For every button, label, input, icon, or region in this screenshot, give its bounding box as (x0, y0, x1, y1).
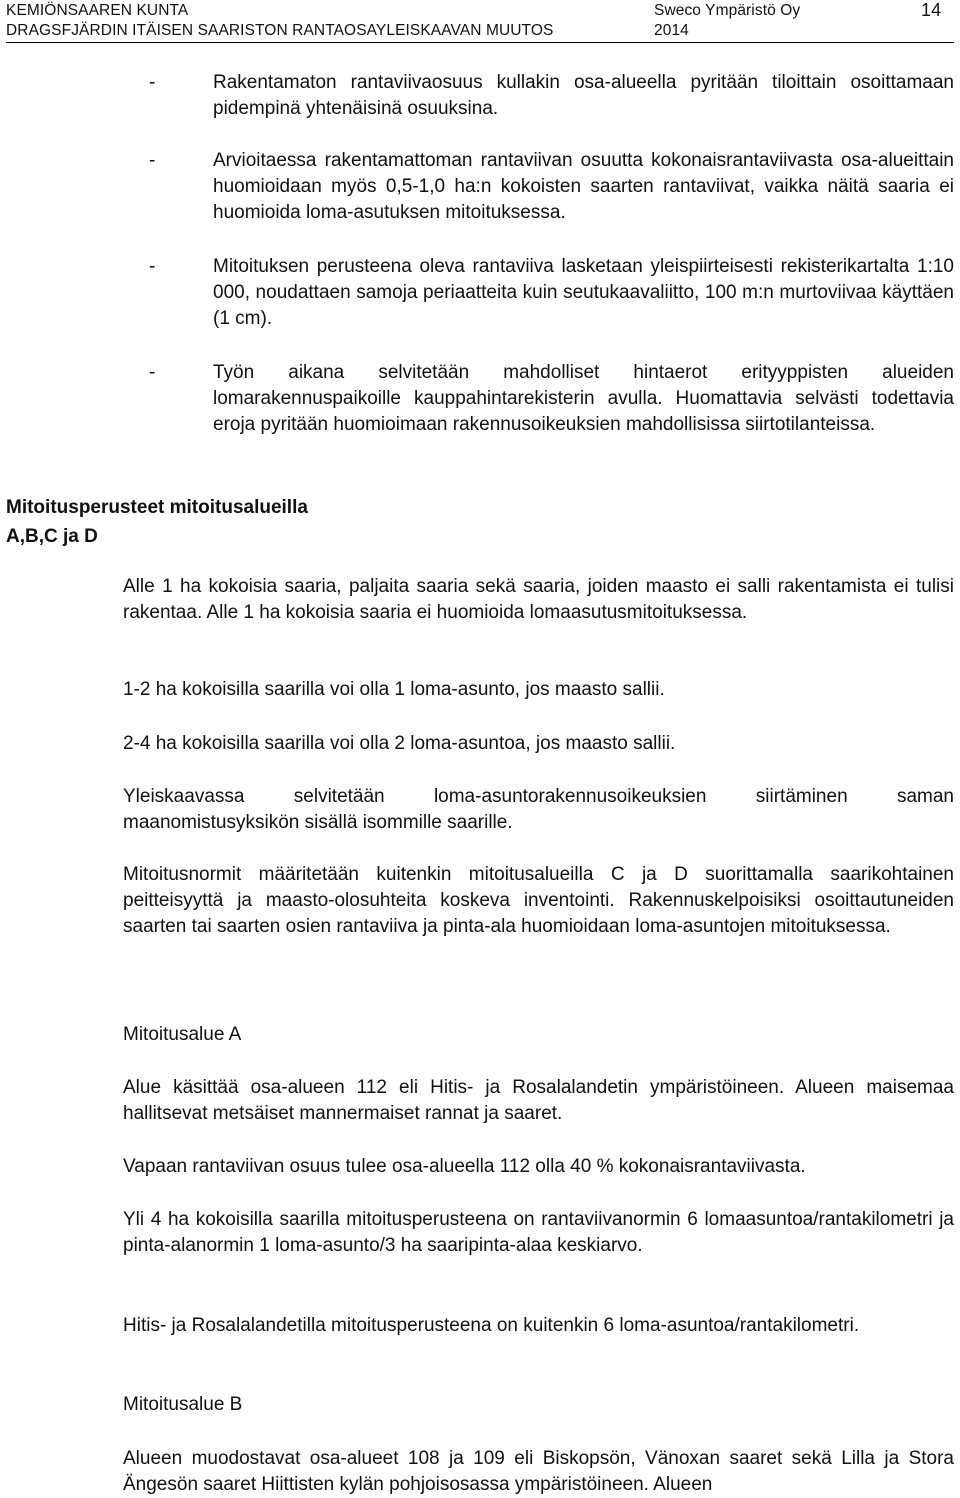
subsection-heading-b: Mitoitusalue B (123, 1394, 243, 1415)
paragraph: Alue käsittää osa-alueen 112 eli Hitis- ja Rosalalandetin ympäristöineen. Alueen maisemaa hallitsevat metsäiset mannermaiset rannat ja saaret. (123, 1077, 954, 1124)
bullet-text: Rakentamaton rantaviivaosuus kullakin osa-alueella pyritään tiloittain osoittamaan pidempinä yhtenäisinä osuuksina. (213, 72, 954, 119)
bullet-text: Arvioitaessa rakentamattoman rantaviivan osuutta kokonaisrantaviivasta osa-alueittain huomioidaan myös 0,5-1,0 ha:n kokoisten saarten rantaviivat, vaikka näitä saaria ei huomioida loma-asutuksen mitoituksessa. (213, 150, 954, 223)
section-heading-line: A,B,C ja D (6, 526, 98, 547)
header-consultant: Sweco Ympäristö Oy (654, 2, 801, 19)
bullet-dash: - (149, 150, 156, 171)
paragraph: Hitis- ja Rosalalandetilla mitoitusperusteena on kuitenkin 6 loma-asuntoa/rantakilometri. (123, 1315, 860, 1336)
paragraph: 1-2 ha kokoisilla saarilla voi olla 1 loma-asunto, jos maasto sallii. (123, 679, 665, 700)
paragraph: Alueen muodostavat osa-alueet 108 ja 109 eli Biskopsön, Vänoxan saaret sekä Lilla ja Stora Ängesön saaret Hiittisten kylän pohjoisosassa ympäristöineen. Alueen (123, 1448, 954, 1495)
bullet-dash: - (149, 72, 156, 93)
header-project-title: DRAGSFJÄRDIN ITÄISEN SAARISTON RANTAOSAYLEISKAAVAN MUUTOS (6, 22, 554, 39)
section-heading (6, 493, 406, 551)
paragraph: 2-4 ha kokoisilla saarilla voi olla 2 loma-asuntoa, jos maasto sallii. (123, 733, 676, 754)
page-number: 14 (921, 0, 942, 20)
header-year: 2014 (654, 22, 689, 39)
bullet-text: Mitoituksen perusteena oleva rantaviiva lasketaan yleispiirteisesti rekisterikartalta 1:10 000, noudattaen samoja periaatteita kuin seutukaavaliitto, 100 m:n murtoviivaa käyttäen (1 cm). (213, 256, 954, 329)
paragraph: Alle 1 ha kokoisia saaria, paljaita saaria sekä saaria, joiden maasto ei salli rakentamista ei tulisi rakentaa. Alle 1 ha kokoisia saaria ei huomioida lomaasutusmitoituksessa. (123, 576, 954, 623)
paragraph: Vapaan rantaviivan osuus tulee osa-alueella 112 olla 40 % kokonaisrantaviivasta. (123, 1156, 806, 1177)
bullet-dash: - (149, 256, 156, 277)
paragraph: Mitoitusnormit määritetään kuitenkin mitoitusalueilla C ja D suorittamalla saarikohtainen peitteisyyttä ja maasto-olosuhteita koskeva inventointi. Rakennuskelpoisiksi osoittautuneiden saarten tai saarten osien rantaviiva ja pinta-ala huomioidaan loma-asuntojen mitoituksessa. (123, 864, 954, 937)
bullet-text: Työn aikana selvitetään mahdolliset hintaerot erityyppisten alueiden lomarakennuspaikoille kauppahintarekisterin avulla. Huomattavia selvästi todettavia eroja pyritään huomioimaan rakennusoikeuksien mahdollisissa siirtotilanteissa. (213, 362, 954, 435)
header-divider (6, 42, 954, 43)
header-organization: KEMIÖNSAAREN KUNTA (6, 2, 189, 19)
subsection-heading-a: Mitoitusalue A (123, 1024, 242, 1045)
paragraph: Yleiskaavassa selvitetään loma-asuntorakennusoikeuksien siirtäminen saman maanomistusyksikön sisällä isommille saarille. (123, 786, 954, 833)
bullet-dash: - (149, 362, 156, 383)
paragraph: Yli 4 ha kokoisilla saarilla mitoitusperusteena on rantaviivanormin 6 lomaasuntoa/rantakilometri ja pinta-alanormin 1 loma-asunto/3 ha saaripinta-alaa keskiarvo. (123, 1209, 954, 1256)
page-header (0, 0, 960, 44)
section-heading-line: Mitoitusperusteet mitoitusalueilla (6, 497, 308, 518)
